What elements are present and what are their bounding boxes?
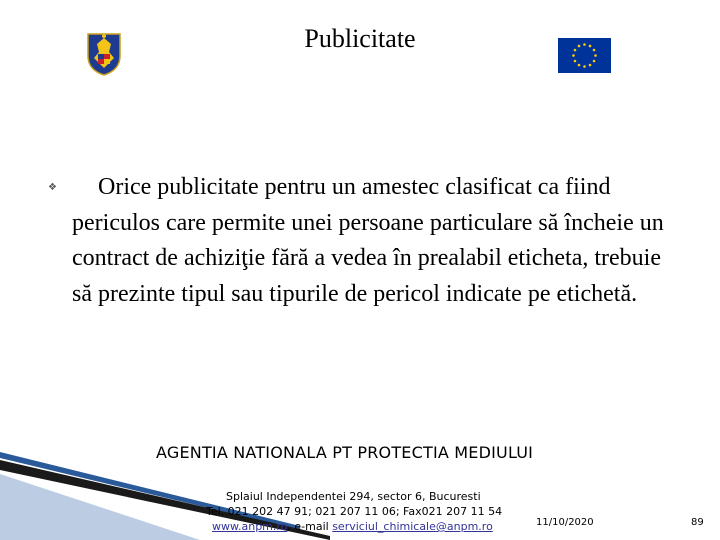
slide-date: 11/10/2020 [536, 517, 594, 528]
eu-star-icon [583, 65, 586, 68]
eu-flag-icon [558, 38, 611, 73]
email-link[interactable]: serviciul_chimicale@anpm.ro [332, 520, 493, 533]
phone-fax-line: Tel. 021 202 47 91; 021 207 11 06; Fax021 207 11 54 [206, 505, 503, 518]
eu-star-icon [583, 43, 586, 46]
eu-star-icon [578, 45, 581, 48]
slide-title: Publicitate [304, 24, 416, 53]
page-number: 89 [691, 517, 704, 528]
eu-star-icon [594, 54, 597, 57]
contact-line [212, 520, 493, 533]
agency-name: AGENTIA NATIONALA PT PROTECTIA MEDIULUI [156, 443, 534, 462]
eu-star-icon [572, 54, 575, 57]
website-link[interactable]: www.anpm.ro [212, 520, 288, 533]
eu-star-icon [593, 60, 596, 63]
email-label: , e-mail [287, 520, 333, 533]
eu-star-icon [578, 64, 581, 67]
bullet-icon: ❖ [48, 182, 57, 193]
eu-star-icon [589, 45, 592, 48]
eu-star-icon [593, 49, 596, 52]
bullet-text: Orice publicitate pentru un amestec clasificat ca fiind periculos care permite unei persoane particulare să încheie un contract de achiziţie fără a vedea în prealabil eticheta, trebuie să prezinte tipul sau tipurile de pericol indicate pe etichetă. [72, 174, 664, 307]
eu-star-icon [589, 64, 592, 67]
eu-star-icon [574, 60, 577, 63]
address-line: Splaiul Independentei 294, sector 6, Bucuresti [226, 490, 481, 503]
eu-star-icon [574, 49, 577, 52]
